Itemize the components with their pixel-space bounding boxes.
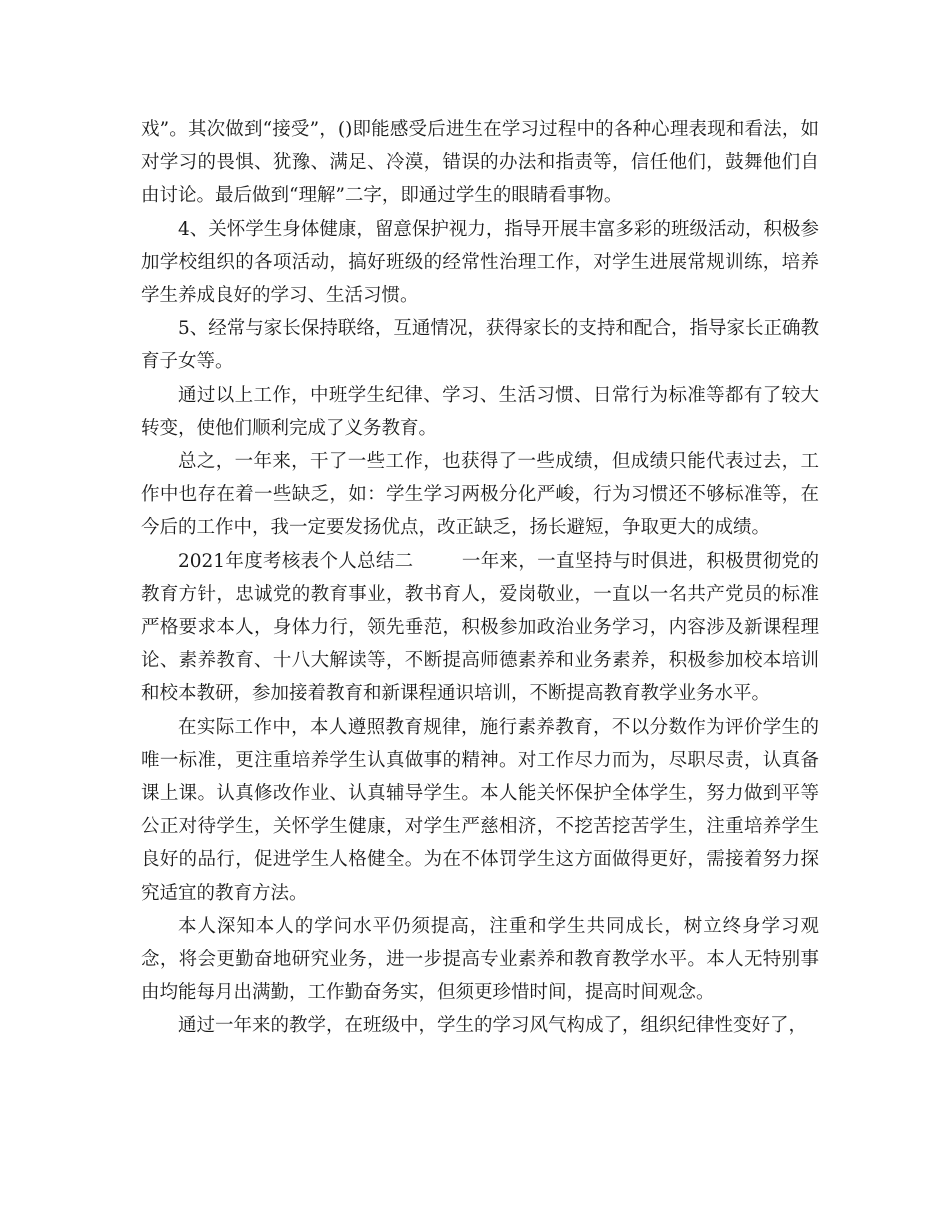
paragraph-8: 本人深知本人的学问水平仍须提高，注重和学生共同成长，树立终身学习观念，将会更勤奋地研究业务，进一步提高专业素养和教育教学水平。本人无特别事由均能每月出满勤，工作勤奋务实，但须更珍惜时间，提高时间观念。 xyxy=(141,915,819,1004)
paragraph-7: 在实际工作中，本人遵照教育规律，施行素养教育，不以分数作为评价学生的唯一标准，更注重培养学生认真做事的精神。对工作尽力而为，尽职尽责，认真备课上课。认真修改作业、认真辅导学生。本人能关怀保护全体学生，努力做到平等公正对待学生，关怀学生健康，对学生严慈相济，不挖苦挖苦学生，注重培养学生良好的品行，促进学生人格健全。为在不体罚学生这方面做得更好，需接着努力探究适宜的教育方法。 xyxy=(141,716,819,904)
paragraph-5: 总之，一年来，干了一些工作，也获得了一些成绩，但成绩只能代表过去，工作中也存在着一些缺乏，如：学生学习两极分化严峻，行为习惯还不够标准等，在今后的工作中，我一定要发扬优点，改正缺乏，扬长避短，争取更大的成绩。 xyxy=(141,451,819,539)
section-heading: 2021年度考核表个人总结二 xyxy=(178,550,414,572)
paragraph-4: 通过以上工作，中班学生纪律、学习、生活习惯、日常行为标准等都有了较大转变，使他们顺利完成了义务教育。 xyxy=(141,384,819,439)
paragraph-9: 通过一年来的教学，在班级中，学生的学习风气构成了，组织纪律性变好了， xyxy=(178,1015,808,1037)
paragraph-1: 戏”。其次做到“接受”，()即能感受后进生在学习过程中的各种心理表现和看法，如对学习的畏惧、犹豫、满足、冷漠，错误的办法和指责等，信任他们，鼓舞他们自由讨论。最后做到“理解”二字，即通过学生的眼睛看事物。 xyxy=(141,119,819,207)
paragraph-6 xyxy=(141,545,819,711)
document-body xyxy=(141,113,819,1043)
paragraph-2: 4、关怀学生身体健康，留意保护视力，指导开展丰富多彩的班级活动，积极参加学校组织的各项活动，搞好班级的经常性治理工作，对学生进展常规训练，培养学生养成良好的学习、生活习惯。 xyxy=(141,218,819,307)
paragraph-6-text: 一年来，一直坚持与时俱进，积极贯彻党的教育方针，忠诚党的教育事业，教书育人，爱岗敬业，一直以一名共产党员的标准严格要求本人，身体力行，领先垂范，积极参加政治业务学习，内容涉及新课程理论、素养教育、十八大解读等，不断提高师德素养和业务素养，积极参加校本培训和校本教研，参加接着教育和新课程通识培训，不断提高教育教学业务水平。 xyxy=(141,550,819,705)
paragraph-3: 5、经常与家长保持联络，互通情况，获得家长的支持和配合，指导家长正确教育子女等。 xyxy=(141,318,819,373)
